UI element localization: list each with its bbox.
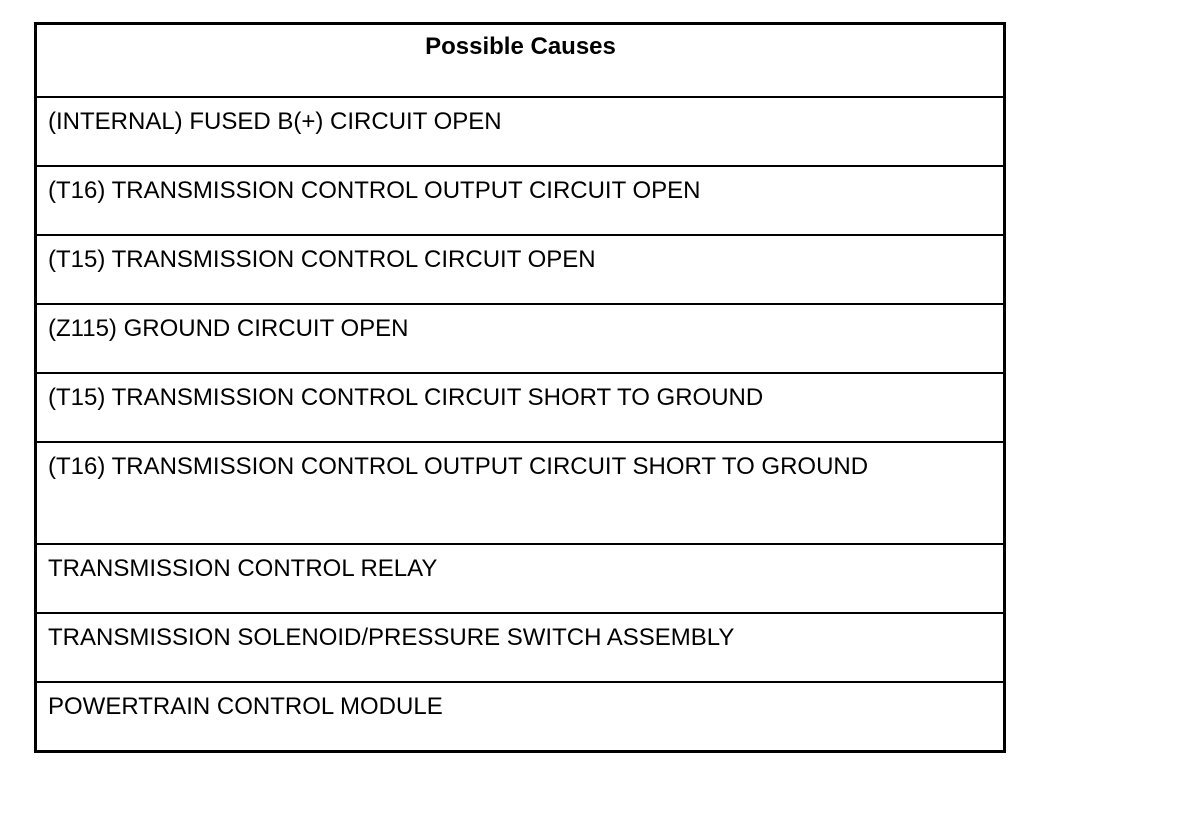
possible-causes-table <box>34 22 1006 753</box>
table-row: (T15) TRANSMISSION CONTROL CIRCUIT OPEN <box>37 234 1003 303</box>
table-row: (T16) TRANSMISSION CONTROL OUTPUT CIRCUIT SHORT TO GROUND <box>37 441 1003 543</box>
table-row: (T16) TRANSMISSION CONTROL OUTPUT CIRCUIT OPEN <box>37 165 1003 234</box>
table-row: (INTERNAL) FUSED B(+) CIRCUIT OPEN <box>37 96 1003 165</box>
table-row: (T15) TRANSMISSION CONTROL CIRCUIT SHORT TO GROUND <box>37 372 1003 441</box>
table-row: POWERTRAIN CONTROL MODULE <box>37 681 1003 750</box>
table-row: (Z115) GROUND CIRCUIT OPEN <box>37 303 1003 372</box>
table-row: TRANSMISSION CONTROL RELAY <box>37 543 1003 612</box>
table-header: Possible Causes <box>425 33 616 60</box>
table-row: TRANSMISSION SOLENOID/PRESSURE SWITCH ASSEMBLY <box>37 612 1003 681</box>
